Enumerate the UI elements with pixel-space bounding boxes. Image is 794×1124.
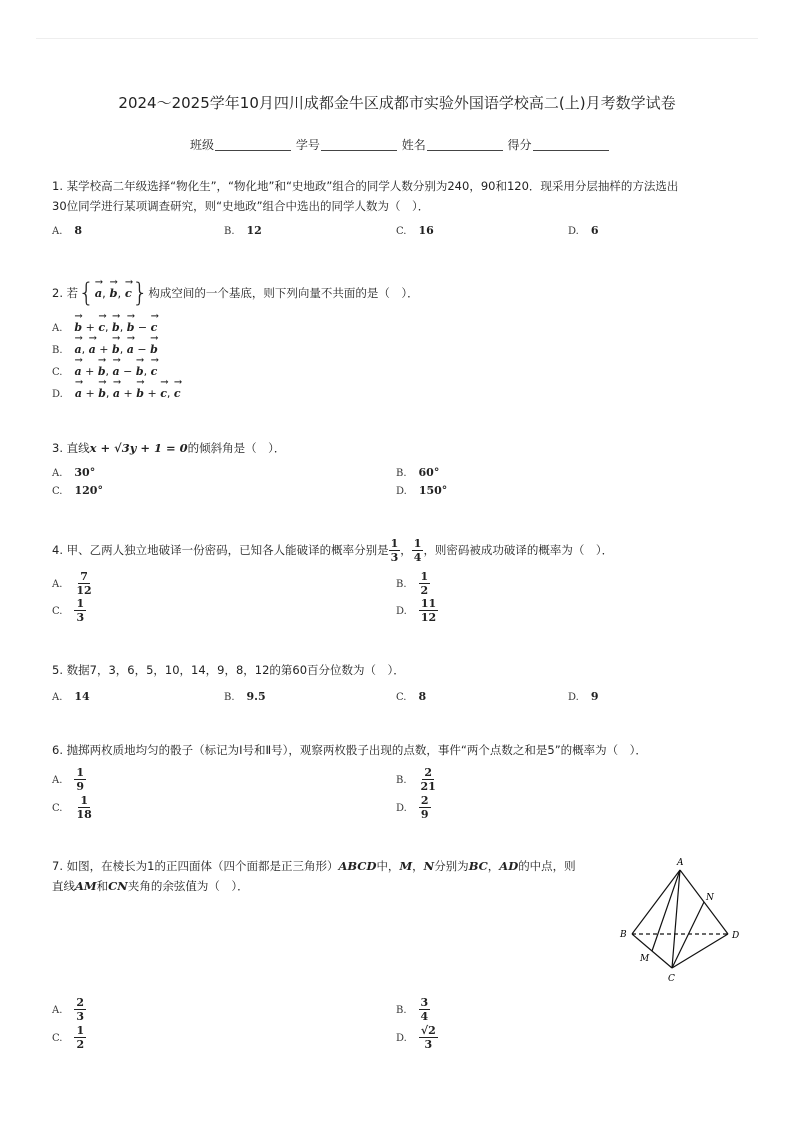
- name-blank: [427, 138, 503, 151]
- q6-option-c: C. $\frac{1}{18}$: [52, 794, 92, 821]
- q7-option-a: A. $\frac{2}{3}$: [52, 996, 85, 1023]
- q3-option-a: A. 30°: [52, 466, 96, 479]
- q4-fraction-1: $\frac{1}{3}$: [390, 537, 399, 564]
- q3-equation: x + √3y + 1 = 0: [89, 441, 188, 455]
- q2-option-a: A.→ b + → c, → b, → b − → c: [52, 316, 157, 334]
- edge-ab: [632, 870, 680, 934]
- q7-option-c: C. $\frac{1}{2}$: [52, 1024, 85, 1051]
- q1-option-b: B. 12: [224, 224, 262, 237]
- question-6: 6. 抛掷两枚质地均匀的骰子（标记为Ⅰ号和Ⅱ号），观察两枚骰子出现的点数，事件“两个点数之和是5”的概率为（ ）．: [52, 743, 647, 757]
- class-label: 班级: [190, 138, 215, 152]
- page-title: 2024～2025学年10月四川成都金牛区成都市实验外国语学校高二(上)月考数学试卷: [118, 94, 676, 112]
- q1-option-c: C. 16: [396, 224, 434, 237]
- q6-option-a: A. $\frac{1}{9}$: [52, 766, 85, 793]
- question-1-line2: 30位同学进行某项调查研究，则“史地政”组合中选出的同学人数为（ ）．: [52, 199, 430, 213]
- name-label: 姓名: [401, 138, 426, 152]
- q4-option-a: A. $\frac{7}{12}$: [52, 570, 92, 597]
- header-rule: [36, 38, 758, 39]
- label-b: B: [620, 930, 627, 940]
- q2-option-d: D.→ a + → b, → a + → b + → c, → c: [52, 382, 181, 400]
- question-3: 3. 直线x + √3y + 1 = 0的倾斜角是（ ）．: [52, 441, 286, 455]
- question-4: 4. 甲、乙两人独立地破译一份密码，已知各人能破译的概率分别是 $\frac{1}{3}$ ， $\frac{1}{4}$ ，则密码被成功破译的概率为（ ）．: [52, 537, 614, 564]
- question-2: 2. 若{→ a, → b, → c}构成空间的一个基底，则下列向量不共面的是（ ）．: [52, 278, 419, 303]
- label-a: A: [677, 858, 684, 868]
- q5-option-d: D. 9: [568, 690, 599, 703]
- q4-fraction-2: $\frac{1}{4}$: [413, 537, 422, 564]
- student-info-line: [190, 136, 610, 153]
- q4-option-c: C. $\frac{1}{3}$: [52, 597, 85, 624]
- q7-option-b: B. $\frac{3}{4}$: [396, 996, 429, 1023]
- number-blank: [321, 138, 397, 151]
- label-d: D: [732, 931, 740, 941]
- segment-am: [652, 870, 680, 951]
- question-7-line1: 7. 如图，在棱长为1的正四面体（四个面都是正三角形）ABCD中，M，N分别为BC，AD的中点，则: [52, 859, 576, 873]
- q4-option-b: B. $\frac{1}{2}$: [396, 570, 429, 597]
- question-5: 5. 数据7，3，6，5，10，14，9，8，12的第60百分位数为（ ）．: [52, 663, 405, 677]
- score-blank: [533, 138, 609, 151]
- class-blank: [215, 138, 291, 151]
- number-label: 学号: [295, 138, 320, 152]
- score-label: 得分: [507, 138, 532, 152]
- q3-option-b: B. 60°: [396, 466, 440, 479]
- q1-option-d: D. 6: [568, 224, 599, 237]
- tetrahedron-figure: [612, 852, 752, 988]
- label-m: M: [640, 954, 650, 964]
- q6-option-d: D. $\frac{2}{9}$: [396, 794, 429, 821]
- question-7-line2: 直线AM和CN夹角的余弦值为（ ）．: [52, 879, 249, 893]
- label-n: N: [706, 893, 714, 903]
- q5-option-c: C. 8: [396, 690, 427, 703]
- label-c: C: [668, 974, 675, 984]
- q1-option-a: A. 8: [52, 224, 83, 237]
- q2-option-c: C.→ a + → b, → a − → b, → c: [52, 360, 157, 378]
- q3-option-d: D. 150°: [396, 484, 448, 497]
- q7-option-d: D. $\frac{√2}{3}$: [396, 1024, 436, 1051]
- q6-option-b: B. $\frac{2}{21}$: [396, 766, 436, 793]
- q2-option-b: B.→ a, → a + → b, → a − → b: [52, 338, 158, 356]
- q5-option-a: A. 14: [52, 690, 90, 703]
- q5-option-b: B. 9.5: [224, 690, 266, 703]
- question-1-line1: 1. 某学校高二年级选择“物化生”，“物化地”和“史地政”组合的同学人数分别为240，90和120．现采用分层抽样的方法选出: [52, 179, 679, 193]
- q3-option-c: C. 120°: [52, 484, 103, 497]
- q4-option-d: D. $\frac{11}{12}$: [396, 597, 437, 624]
